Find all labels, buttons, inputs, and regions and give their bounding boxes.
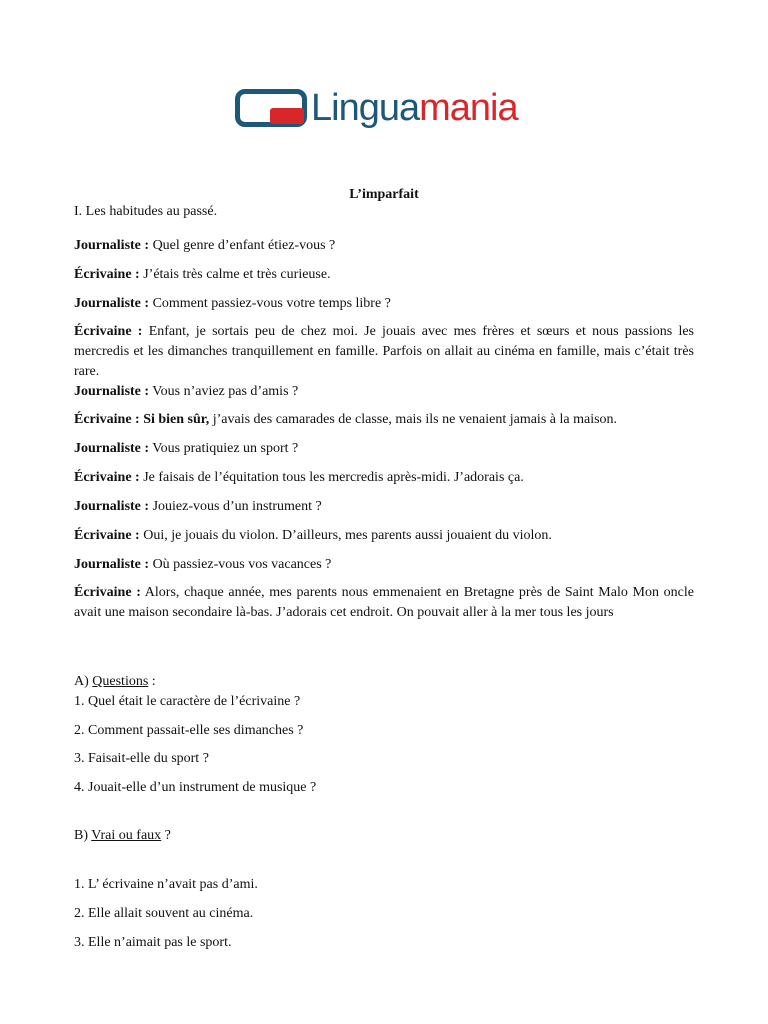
logo-wordmark (311, 86, 518, 130)
dialogue-text: Oui, je jouais du violon. D’ailleurs, mes parents aussi jouaient du violon. (139, 528, 552, 543)
part-b-label: Vrai ou faux (91, 828, 162, 843)
dialogue-paragraph (74, 322, 694, 382)
dialogue-line (74, 410, 694, 430)
true-false-item: 2. Elle allait souvent au cinéma. (74, 906, 254, 921)
part-a-heading (74, 672, 694, 692)
speaker-label: Écrivaine : (74, 585, 141, 600)
speaker-label: Écrivaine : Si bien sûr, (74, 412, 210, 427)
linguamania-logo (235, 86, 535, 136)
speaker-label: Journaliste : (74, 557, 150, 572)
part-a-label: Questions (92, 674, 149, 689)
dialogue-text: Vous n’aviez pas d’amis ? (149, 384, 299, 399)
dialogue-line (74, 294, 694, 314)
speaker-label: Écrivaine : (74, 470, 140, 485)
dialogue-line (74, 265, 694, 285)
dialogue-text: Alors, chaque année, mes parents nous emmenaient en Bretagne près de Saint Malo Mon oncle avait une maison secondaire là-bas. J’adorais cet endroit. On pouvait aller à la mer tous les jours (74, 585, 694, 620)
dialogue-line (74, 526, 694, 546)
question-item: 4. Jouait-elle d’un instrument de musique ? (74, 780, 317, 795)
logo-word-part2: mania (419, 87, 518, 129)
dialogue-text: J’étais très calme et très curieuse. (139, 267, 331, 282)
logo-mark-icon (235, 89, 307, 127)
dialogue-line (74, 555, 694, 575)
question-item: 1. Quel était le caractère de l’écrivaine ? (74, 694, 301, 709)
part-a-suffix: : (148, 674, 156, 689)
part-b-heading (74, 826, 694, 846)
speaker-label: Écrivaine : (74, 528, 140, 543)
speaker-label: Journaliste : (74, 384, 150, 399)
document-title: L’imparfait (349, 187, 419, 202)
dialogue-line (74, 468, 694, 488)
dialogue-text: Quel genre d’enfant étiez-vous ? (149, 238, 336, 253)
logo-red-block (270, 108, 304, 124)
part-b-prefix: B) (74, 828, 92, 843)
dialogue-line (74, 382, 694, 402)
dialogue-text: Comment passiez-vous votre temps libre ? (149, 296, 391, 311)
question-item: 3. Faisait-elle du sport ? (74, 751, 209, 766)
speaker-label: Journaliste : (74, 499, 150, 514)
speaker-label: Journaliste : (74, 238, 150, 253)
question-item: 2. Comment passait-elle ses dimanches ? (74, 723, 304, 738)
dialogue-text: Je faisais de l’équitation tous les mercredis après-midi. J’adorais ça. (139, 470, 524, 485)
part-b-suffix: ? (161, 828, 171, 843)
dialogue-line (74, 236, 694, 256)
dialogue-text: Vous pratiquiez un sport ? (149, 441, 299, 456)
true-false-item: 1. L’ écrivaine n’avait pas d’ami. (74, 877, 258, 892)
part-a-prefix: A) (74, 674, 93, 689)
dialogue-line (74, 497, 694, 517)
dialogue-text: Où passiez-vous vos vacances ? (149, 557, 332, 572)
section-heading: I. Les habitudes au passé. (74, 204, 218, 219)
speaker-label: Écrivaine : (74, 267, 140, 282)
logo-word-part1: Lingua (311, 87, 420, 129)
dialogue-text: j’avais des camarades de classe, mais ils ne venaient jamais à la maison. (209, 412, 618, 427)
dialogue-text: Enfant, je sortais peu de chez moi. Je jouais avec mes frères et sœurs et nous passions les mercredis et les dimanches tranquillement en famille. Parfois on allait au cinéma en famille, mais c’était très rare. (74, 324, 694, 379)
true-false-item: 3. Elle n’aimait pas le sport. (74, 935, 232, 950)
dialogue-paragraph (74, 583, 694, 623)
speaker-label: Journaliste : (74, 441, 150, 456)
speaker-label: Écrivaine : (74, 324, 143, 339)
speaker-label: Journaliste : (74, 296, 150, 311)
dialogue-text: Jouiez-vous d’un instrument ? (149, 499, 322, 514)
dialogue-line (74, 439, 694, 459)
